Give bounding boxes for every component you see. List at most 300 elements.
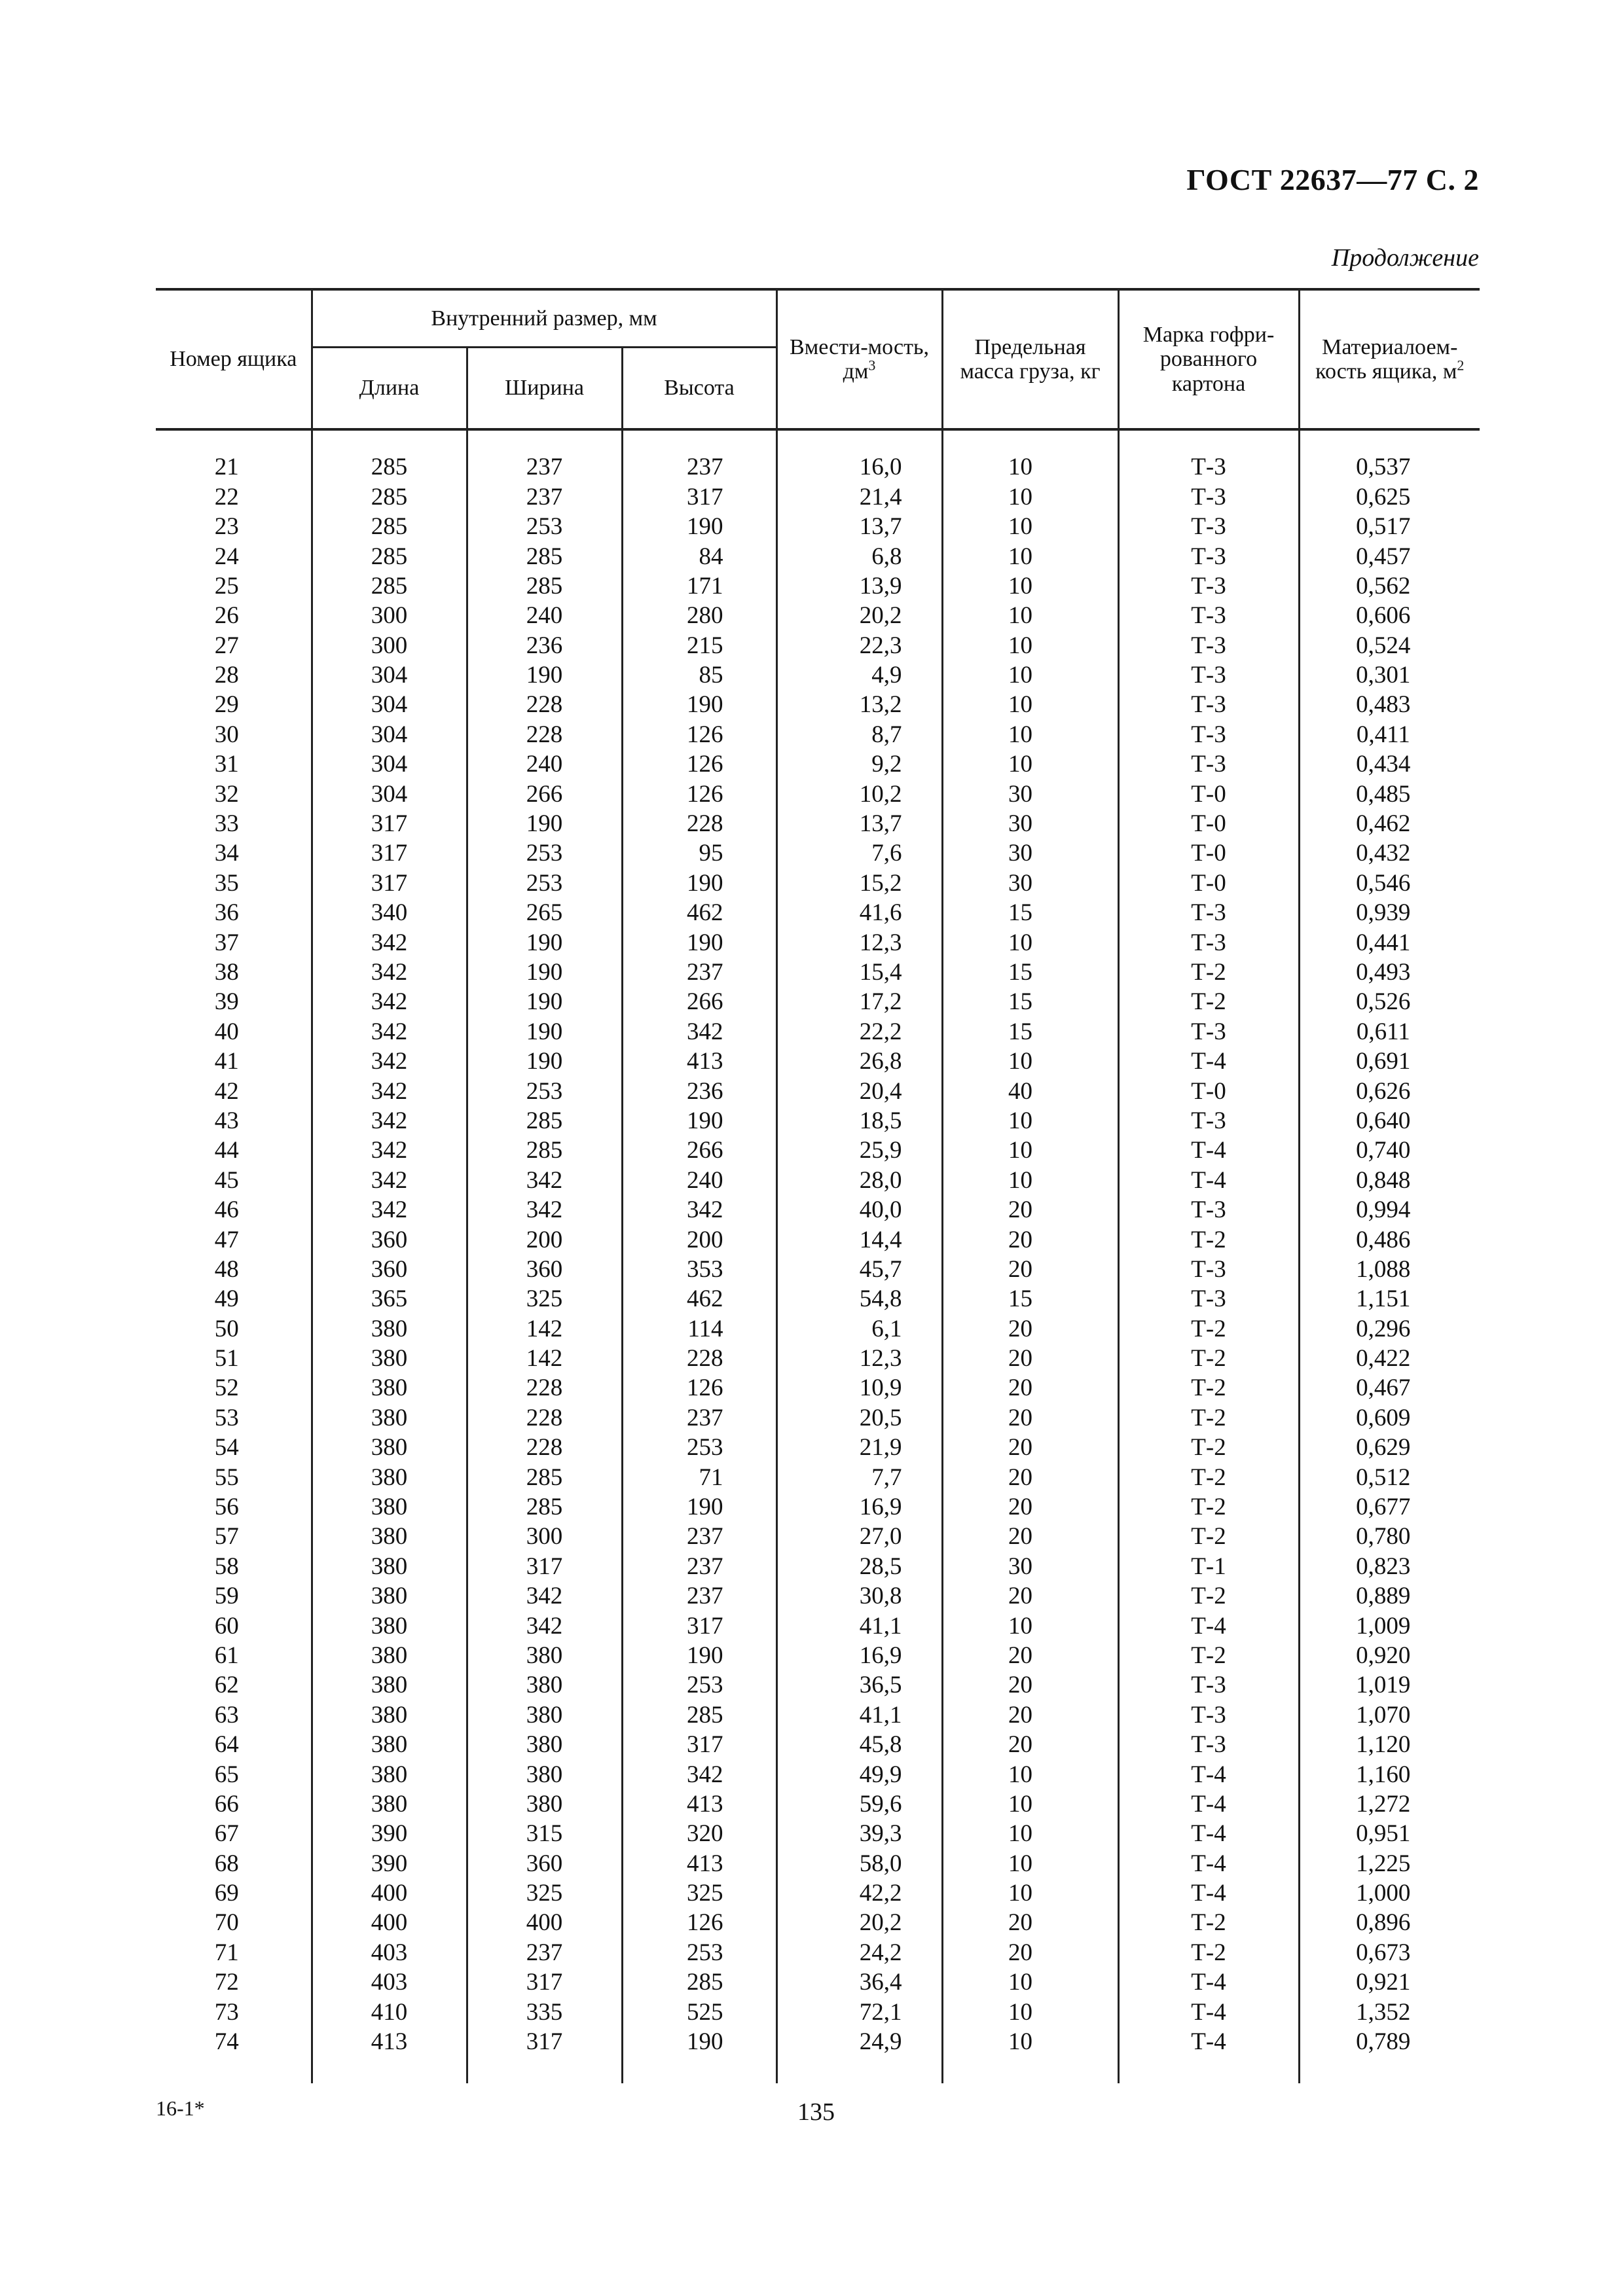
cell-length: 317 [312, 810, 467, 839]
cell-height: 413 [622, 1047, 776, 1077]
cell-volume: 72,1 [776, 1998, 942, 2027]
table-row [156, 1166, 1480, 1195]
cell-material-area: 0,493 [1299, 958, 1480, 988]
cell-cardboard-grade: Т-4 [1118, 1047, 1299, 1077]
cell-max-mass: 10 [942, 2028, 1118, 2057]
cell-width: 325 [467, 1879, 622, 1909]
cell-box-number: 62 [214, 1672, 239, 1699]
cell-box-number: 68 [214, 1850, 239, 1877]
cell-width: 342 [467, 1611, 622, 1641]
cell-max-mass: 20 [942, 1463, 1118, 1492]
cell-volume: 49,9 [776, 1760, 942, 1789]
cell-height: 190 [622, 869, 776, 898]
cell-volume: 12,3 [776, 1344, 942, 1374]
cell-width: 200 [467, 1225, 622, 1255]
cell-box-number: 53 [214, 1404, 239, 1431]
cell-cardboard-grade: Т-3 [1118, 721, 1299, 750]
cell-width: 380 [467, 1760, 622, 1789]
cell-width: 380 [467, 1641, 622, 1671]
cell-material-area: 0,296 [1299, 1314, 1480, 1344]
cell-cardboard-grade: Т-4 [1118, 1760, 1299, 1789]
cell-volume: 7,7 [776, 1463, 942, 1492]
cell-height: 190 [622, 691, 776, 720]
cell-box-number: 29 [214, 691, 239, 719]
cell-length: 342 [312, 1047, 467, 1077]
cell-width: 317 [467, 2028, 622, 2057]
cell-box-number: 40 [214, 1018, 239, 1045]
cell-material-area: 0,740 [1299, 1136, 1480, 1166]
cell-volume: 41,1 [776, 1700, 942, 1730]
cell-cardboard-grade: Т-3 [1118, 453, 1299, 482]
cell-max-mass: 15 [942, 958, 1118, 988]
cell-box-number: 32 [214, 780, 239, 808]
cell-height: 280 [622, 601, 776, 631]
cell-box-number: 33 [214, 810, 239, 838]
table-row [156, 453, 1480, 482]
cell-max-mass: 20 [942, 1225, 1118, 1255]
cell-max-mass: 10 [942, 512, 1118, 542]
header-volume [776, 289, 942, 429]
cell-cardboard-grade: Т-3 [1118, 601, 1299, 631]
cell-material-area: 0,609 [1299, 1404, 1480, 1433]
cell-volume: 22,3 [776, 631, 942, 660]
cell-max-mass: 20 [942, 1344, 1118, 1374]
cell-max-mass: 10 [942, 1998, 1118, 2027]
cell-width: 315 [467, 1820, 622, 1849]
cell-volume: 6,1 [776, 1314, 942, 1344]
cell-length: 342 [312, 1136, 467, 1166]
cell-cardboard-grade: Т-3 [1118, 542, 1299, 571]
cell-width: 253 [467, 869, 622, 898]
table-row [156, 631, 1480, 660]
cell-height: 237 [622, 1552, 776, 1581]
cell-length: 380 [312, 1374, 467, 1403]
cell-length: 317 [312, 839, 467, 869]
cell-length: 304 [312, 721, 467, 750]
cell-height: 266 [622, 988, 776, 1017]
cell-width: 285 [467, 542, 622, 571]
cell-volume: 12,3 [776, 928, 942, 958]
cell-volume: 28,5 [776, 1552, 942, 1581]
cell-width: 237 [467, 482, 622, 512]
cell-material-area: 0,789 [1299, 2028, 1480, 2057]
cell-max-mass: 10 [942, 750, 1118, 780]
cell-max-mass: 20 [942, 1700, 1118, 1730]
cell-material-area: 0,537 [1299, 453, 1480, 482]
cell-material-area: 0,921 [1299, 1968, 1480, 1998]
table-row [156, 1879, 1480, 1909]
table-row [156, 958, 1480, 988]
table-row [156, 1374, 1480, 1403]
table-row [156, 839, 1480, 869]
cell-length: 342 [312, 958, 467, 988]
cell-volume: 40,0 [776, 1196, 942, 1225]
cell-material-area: 1,225 [1299, 1849, 1480, 1878]
cell-length: 360 [312, 1255, 467, 1285]
cell-box-number: 37 [214, 929, 239, 956]
cell-width: 266 [467, 780, 622, 809]
cell-height: 525 [622, 1998, 776, 2027]
table-row [156, 1552, 1480, 1581]
cell-width: 325 [467, 1285, 622, 1314]
cell-length: 380 [312, 1493, 467, 1522]
cell-max-mass: 10 [942, 572, 1118, 601]
cell-width: 228 [467, 721, 622, 750]
cell-volume: 14,4 [776, 1225, 942, 1255]
cell-material-area: 0,432 [1299, 839, 1480, 869]
table-row [156, 1968, 1480, 1998]
cell-volume: 13,7 [776, 810, 942, 839]
cell-volume: 25,9 [776, 1136, 942, 1166]
cell-length: 400 [312, 1909, 467, 1938]
cell-width: 342 [467, 1196, 622, 1225]
cell-length: 365 [312, 1285, 467, 1314]
table-row [156, 2028, 1480, 2057]
cell-material-area: 0,606 [1299, 601, 1480, 631]
table-row [156, 780, 1480, 809]
cell-height: 215 [622, 631, 776, 660]
table-row [156, 1404, 1480, 1433]
cell-box-number: 60 [214, 1612, 239, 1640]
table-row [156, 572, 1480, 601]
cell-max-mass: 20 [942, 1404, 1118, 1433]
cell-width: 300 [467, 1522, 622, 1552]
table-row [156, 1939, 1480, 1968]
cell-box-number: 31 [214, 751, 239, 778]
cell-max-mass: 10 [942, 1760, 1118, 1789]
header-material-area [1299, 289, 1480, 429]
cell-width: 190 [467, 988, 622, 1017]
cell-cardboard-grade: Т-2 [1118, 1344, 1299, 1374]
cell-box-number: 46 [214, 1196, 239, 1224]
cell-max-mass: 10 [942, 1166, 1118, 1195]
cell-max-mass: 10 [942, 1107, 1118, 1136]
cell-box-number: 30 [214, 721, 239, 748]
cell-height: 285 [622, 1700, 776, 1730]
table-row [156, 661, 1480, 691]
cell-max-mass: 20 [942, 1641, 1118, 1671]
cell-volume: 13,2 [776, 691, 942, 720]
cell-box-number: 71 [214, 1939, 239, 1966]
cell-max-mass: 10 [942, 1879, 1118, 1909]
cell-box-number: 38 [214, 958, 239, 986]
table-row [156, 1225, 1480, 1255]
cell-length: 380 [312, 1522, 467, 1552]
cell-material-area: 0,486 [1299, 1225, 1480, 1255]
cell-length: 380 [312, 1790, 467, 1820]
cell-cardboard-grade: Т-3 [1118, 572, 1299, 601]
cell-length: 380 [312, 1314, 467, 1344]
cell-volume: 54,8 [776, 1285, 942, 1314]
cell-height: 317 [622, 1611, 776, 1641]
cell-box-number: 35 [214, 869, 239, 897]
table-row [156, 482, 1480, 512]
cell-length: 380 [312, 1433, 467, 1463]
cell-length: 285 [312, 482, 467, 512]
cell-width: 317 [467, 1968, 622, 1998]
table-row [156, 1107, 1480, 1136]
header-inner-size-group: Внутренний размер, мм [312, 289, 776, 347]
cell-box-number: 57 [214, 1523, 239, 1551]
cell-box-number: 66 [214, 1790, 239, 1818]
cell-cardboard-grade: Т-3 [1118, 1700, 1299, 1730]
cell-length: 380 [312, 1404, 467, 1433]
cell-height: 413 [622, 1849, 776, 1878]
cell-width: 142 [467, 1344, 622, 1374]
cell-width: 237 [467, 1939, 622, 1968]
cell-material-area: 0,611 [1299, 1017, 1480, 1047]
table-row [156, 1849, 1480, 1878]
cell-box-number: 74 [214, 2028, 239, 2056]
table-row [156, 1760, 1480, 1789]
cell-width: 342 [467, 1582, 622, 1611]
cell-max-mass: 10 [942, 661, 1118, 691]
table-row [156, 601, 1480, 631]
cell-width: 380 [467, 1671, 622, 1700]
cell-width: 240 [467, 601, 622, 631]
table-row [156, 750, 1480, 780]
cell-width: 400 [467, 1909, 622, 1938]
cell-width: 240 [467, 750, 622, 780]
cell-max-mass: 10 [942, 1611, 1118, 1641]
cell-volume: 20,5 [776, 1404, 942, 1433]
cell-box-number: 36 [214, 899, 239, 927]
cell-box-number: 50 [214, 1315, 239, 1342]
cell-volume: 41,1 [776, 1611, 942, 1641]
cell-volume: 16,9 [776, 1641, 942, 1671]
cell-height: 126 [622, 750, 776, 780]
cell-max-mass: 30 [942, 810, 1118, 839]
table-row [156, 810, 1480, 839]
cell-height: 342 [622, 1760, 776, 1789]
cell-box-number: 67 [214, 1820, 239, 1848]
table-row [156, 1611, 1480, 1641]
cell-max-mass: 20 [942, 1314, 1118, 1344]
cell-width: 190 [467, 1017, 622, 1047]
table-row [156, 542, 1480, 571]
cell-material-area: 0,467 [1299, 1374, 1480, 1403]
cell-box-number: 54 [214, 1434, 239, 1462]
cell-width: 317 [467, 1552, 622, 1581]
cell-volume: 59,6 [776, 1790, 942, 1820]
cell-cardboard-grade: Т-3 [1118, 1255, 1299, 1285]
cell-max-mass: 20 [942, 1433, 1118, 1463]
cell-length: 403 [312, 1968, 467, 1998]
cell-material-area: 0,441 [1299, 928, 1480, 958]
cell-material-area: 0,457 [1299, 542, 1480, 571]
cell-width: 236 [467, 631, 622, 660]
table-header [156, 289, 1480, 429]
cell-cardboard-grade: Т-0 [1118, 780, 1299, 809]
cell-height: 85 [622, 661, 776, 691]
table-row [156, 1998, 1480, 2027]
cell-width: 253 [467, 512, 622, 542]
cell-max-mass: 10 [942, 691, 1118, 720]
cell-length: 304 [312, 691, 467, 720]
cell-max-mass: 20 [942, 1582, 1118, 1611]
cell-length: 380 [312, 1641, 467, 1671]
cell-material-area: 1,160 [1299, 1760, 1480, 1789]
cell-material-area: 0,920 [1299, 1641, 1480, 1671]
cell-volume: 10,9 [776, 1374, 942, 1403]
cell-material-area: 0,524 [1299, 631, 1480, 660]
cell-volume: 30,8 [776, 1582, 942, 1611]
cell-cardboard-grade: Т-4 [1118, 1136, 1299, 1166]
table-row [156, 1909, 1480, 1938]
table-row [156, 1433, 1480, 1463]
cell-cardboard-grade: Т-2 [1118, 1433, 1299, 1463]
cell-box-number: 25 [214, 572, 239, 600]
cell-length: 403 [312, 1939, 467, 1968]
cell-cardboard-grade: Т-2 [1118, 1582, 1299, 1611]
cell-length: 342 [312, 1107, 467, 1136]
cell-box-number: 48 [214, 1255, 239, 1283]
cell-box-number: 51 [214, 1345, 239, 1372]
table-row [156, 1047, 1480, 1077]
cell-max-mass: 15 [942, 1285, 1118, 1314]
cell-cardboard-grade: Т-4 [1118, 1820, 1299, 1849]
header-material-area-text: Материалоем-кость ящика, м [1315, 334, 1458, 384]
cell-height: 190 [622, 1107, 776, 1136]
cell-height: 228 [622, 1344, 776, 1374]
cell-width: 265 [467, 899, 622, 928]
cell-material-area: 0,562 [1299, 572, 1480, 601]
cell-cardboard-grade: Т-3 [1118, 1671, 1299, 1700]
cell-cardboard-grade: Т-0 [1118, 810, 1299, 839]
cell-box-number: 44 [214, 1137, 239, 1164]
cell-material-area: 1,000 [1299, 1879, 1480, 1909]
header-width: Ширина [467, 347, 622, 429]
cell-max-mass: 10 [942, 1047, 1118, 1077]
cell-cardboard-grade: Т-3 [1118, 1017, 1299, 1047]
cell-cardboard-grade: Т-4 [1118, 1790, 1299, 1820]
table-row [156, 1731, 1480, 1760]
cell-volume: 16,9 [776, 1493, 942, 1522]
cell-cardboard-grade: Т-3 [1118, 928, 1299, 958]
cell-length: 380 [312, 1611, 467, 1641]
cell-length: 342 [312, 1077, 467, 1106]
table-row [156, 1285, 1480, 1314]
cell-max-mass: 10 [942, 1136, 1118, 1166]
cell-width: 237 [467, 453, 622, 482]
cell-length: 342 [312, 928, 467, 958]
cell-volume: 17,2 [776, 988, 942, 1017]
table-row [156, 1344, 1480, 1374]
cell-material-area: 0,485 [1299, 780, 1480, 809]
cell-cardboard-grade: Т-2 [1118, 1909, 1299, 1938]
cell-max-mass: 20 [942, 1493, 1118, 1522]
cell-cardboard-grade: Т-4 [1118, 1849, 1299, 1878]
cell-max-mass: 10 [942, 1820, 1118, 1849]
cell-height: 317 [622, 1731, 776, 1760]
cell-length: 400 [312, 1879, 467, 1909]
cell-box-number: 27 [214, 632, 239, 659]
cell-material-area: 1,272 [1299, 1790, 1480, 1820]
cell-max-mass: 20 [942, 1909, 1118, 1938]
cell-material-area: 0,526 [1299, 988, 1480, 1017]
box-sizes-table [156, 288, 1480, 2083]
cell-width: 285 [467, 1463, 622, 1492]
cell-length: 300 [312, 601, 467, 631]
cell-max-mass: 30 [942, 839, 1118, 869]
header-max-mass: Предельная масса груза, кг [942, 289, 1118, 429]
cell-volume: 41,6 [776, 899, 942, 928]
cell-volume: 22,2 [776, 1017, 942, 1047]
cell-volume: 18,5 [776, 1107, 942, 1136]
table-row [156, 721, 1480, 750]
cell-volume: 24,9 [776, 2028, 942, 2057]
cell-width: 342 [467, 1166, 622, 1195]
table-row [156, 1820, 1480, 1849]
cell-height: 237 [622, 958, 776, 988]
cell-box-number: 69 [214, 1880, 239, 1907]
cell-width: 335 [467, 1998, 622, 2027]
cell-length: 342 [312, 988, 467, 1017]
cell-max-mass: 30 [942, 869, 1118, 898]
cell-box-number: 23 [214, 513, 239, 541]
cell-width: 190 [467, 810, 622, 839]
cell-volume: 42,2 [776, 1879, 942, 1909]
cell-length: 285 [312, 512, 467, 542]
cell-width: 228 [467, 1404, 622, 1433]
cell-height: 253 [622, 1939, 776, 1968]
cell-length: 342 [312, 1017, 467, 1047]
cell-width: 360 [467, 1255, 622, 1285]
cell-height: 95 [622, 839, 776, 869]
cell-max-mass: 10 [942, 928, 1118, 958]
cell-cardboard-grade: Т-0 [1118, 839, 1299, 869]
cell-volume: 10,2 [776, 780, 942, 809]
cell-cardboard-grade: Т-1 [1118, 1552, 1299, 1581]
cell-length: 342 [312, 1196, 467, 1225]
cell-cardboard-grade: Т-4 [1118, 1998, 1299, 2027]
cell-height: 126 [622, 1374, 776, 1403]
cell-cardboard-grade: Т-2 [1118, 1522, 1299, 1552]
cell-material-area: 1,120 [1299, 1731, 1480, 1760]
cell-volume: 36,4 [776, 1968, 942, 1998]
cell-cardboard-grade: Т-2 [1118, 1463, 1299, 1492]
cell-length: 304 [312, 750, 467, 780]
table-row [156, 1196, 1480, 1225]
cell-max-mass: 10 [942, 631, 1118, 660]
cell-width: 142 [467, 1314, 622, 1344]
cell-cardboard-grade: Т-3 [1118, 661, 1299, 691]
cell-volume: 45,7 [776, 1255, 942, 1285]
cell-length: 317 [312, 869, 467, 898]
cell-cardboard-grade: Т-3 [1118, 1196, 1299, 1225]
cell-length: 304 [312, 780, 467, 809]
cell-volume: 26,8 [776, 1047, 942, 1077]
cell-length: 285 [312, 542, 467, 571]
cell-height: 413 [622, 1790, 776, 1820]
continuation-label: Продолжение [1331, 244, 1479, 272]
cell-height: 190 [622, 1641, 776, 1671]
cell-height: 253 [622, 1671, 776, 1700]
cell-length: 413 [312, 2028, 467, 2057]
cell-max-mass: 30 [942, 780, 1118, 809]
cell-length: 304 [312, 661, 467, 691]
cell-max-mass: 10 [942, 1790, 1118, 1820]
cell-length: 380 [312, 1344, 467, 1374]
cell-height: 190 [622, 928, 776, 958]
cell-material-area: 0,939 [1299, 899, 1480, 928]
cell-cardboard-grade: Т-2 [1118, 1641, 1299, 1671]
cell-length: 390 [312, 1820, 467, 1849]
cell-box-number: 41 [214, 1048, 239, 1075]
cell-height: 190 [622, 512, 776, 542]
cell-cardboard-grade: Т-2 [1118, 1314, 1299, 1344]
cell-cardboard-grade: Т-2 [1118, 988, 1299, 1017]
